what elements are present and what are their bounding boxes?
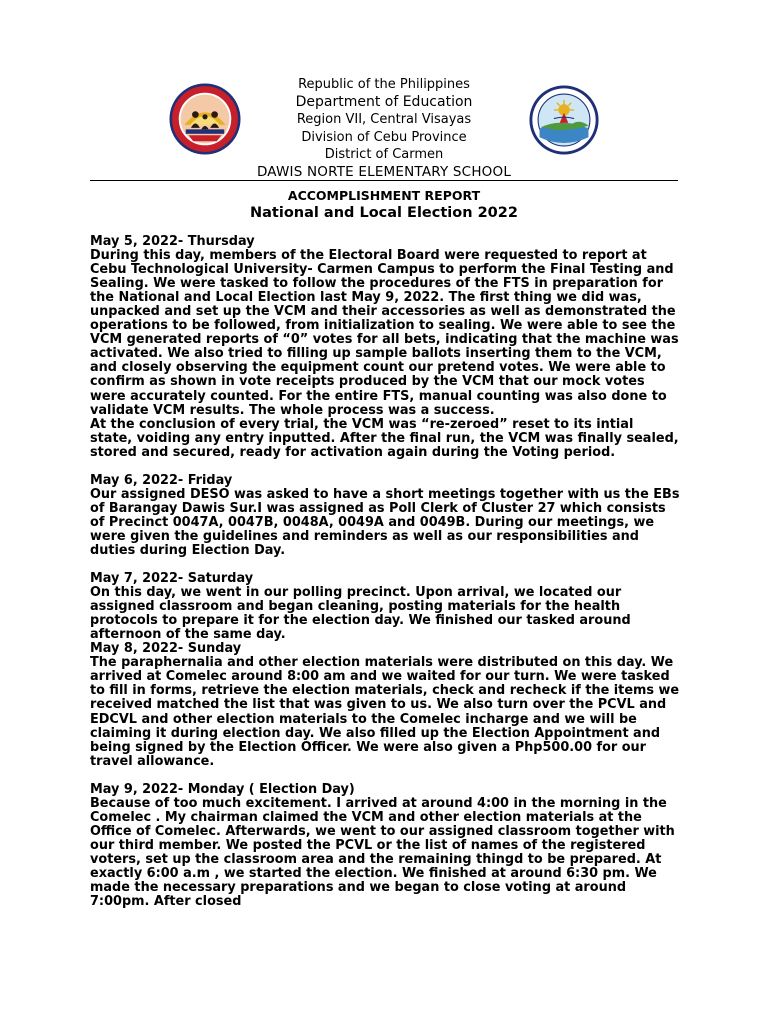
header-divider (90, 180, 678, 181)
entry-date: May 6, 2022- Friday (90, 472, 233, 488)
entry-may-6 (90, 474, 680, 558)
report-title: ACCOMPLISHMENT REPORT (287, 188, 481, 203)
letterhead-district: District of Carmen (324, 147, 444, 162)
entry-may-7 (90, 572, 680, 642)
letterhead-republic: Republic of the Philippines (298, 77, 470, 92)
report-subtitle: National and Local Election 2022 (250, 205, 518, 221)
entry-paragraph: During this day, members of the Electoral Board were requested to report at Cebu Technological University- Carmen Campus to perform the Final Testing and Sealing. We were tasked to follow the procedures of the FTS in preparation for the National and Local Election last May 9, 2022. The first thing we did was, unpacked and set up the VCM and their accessories as well as demonstrated the operations to be followed, from initialization to sealing. We were able to see the VCM generated reports of “0” votes for all bets, indicating that the machine was activated. We also tried to filling up sample ballots inserting them to the VCM, and closely observing the equipment count our pretend votes. We were able to confirm as shown in vote receipts produced by the VCM that our mock votes were accurately counted. For the entire FTS, manual counting was also done to validate VCM results. The whole process was a success. (90, 248, 679, 418)
entry-paragraph: Our assigned DESO was asked to have a short meetings together with us the EBs of Barangay Dawis Sur.I was assigned as Poll Clerk of Cluster 27 which consists of Precinct 0047A, 0047B, 0048A, 0049A and 0049B. During our meetings, we were given the guidelines and reminders as well as our responsibilities and duties during Election Day. (90, 486, 680, 558)
entry-date: May 9, 2022- Monday ( Election Day) (90, 781, 355, 797)
entry-may-8 (90, 642, 680, 768)
letterhead-region: Region VII, Central Visayas (296, 112, 472, 127)
entry-may-5 (90, 235, 680, 460)
entry-paragraph: The paraphernalia and other election materials were distributed on this day. We arrived at Comelec around 8:00 am and we waited for our turn. We were tasked to fill in forms, retrieve the election materials, check and recheck if the items we received matched the list that was given to us. We also turn over the PCVL and EDCVL and other election materials to the Comelec incharge and we will be claiming it during election day. We also filled up the Election Appointment and being signed by the Election Officer. We were also given a Php500.00 for our travel allowance. (90, 655, 680, 769)
report-heading (90, 188, 678, 223)
entry-paragraph: At the conclusion of every trial, the VCM was “re-zeroed” reset to its intial state, voiding any entry inputted. After the final run, the VCM was finally sealed, stored and secured, ready for activation again during the Voting period. (90, 416, 679, 460)
entry-date: May 7, 2022- Saturday (90, 571, 254, 587)
entry-date: May 5, 2022- Thursday (90, 234, 255, 249)
entry-paragraph: On this day, we went in our polling precinct. Upon arrival, we located our assigned classroom and began cleaning, posting materials for the health protocols to prepare it for the election day. We finished our tasked around afternoon of the same day. (90, 585, 631, 643)
letterhead (200, 76, 568, 181)
letterhead-division: Division of Cebu Province (301, 129, 467, 145)
entry-date: May 8, 2022- Sunday (90, 641, 242, 657)
entry-paragraph: Because of too much excitement. I arrived at around 4:00 in the morning in the Comelec . My chairman claimed the VCM and other election materials at the Office of Comelec. Afterwards, we went to our assigned classroom together with our third member. We posted the PCVL or the list of names of the registered voters, set up the classroom area and the remaining thingd to be prepared. At exactly 6:00 a.m , we started the election. We finished at around 6:30 pm. We made the necessary preparations and we began to close voting at around 7:00pm. After closed (90, 795, 675, 910)
report-body (90, 235, 680, 923)
letterhead-school-name: DAWIS NORTE ELEMENTARY SCHOOL (256, 163, 512, 180)
entry-may-9 (90, 783, 680, 909)
letterhead-department: Department of Education (295, 93, 473, 110)
